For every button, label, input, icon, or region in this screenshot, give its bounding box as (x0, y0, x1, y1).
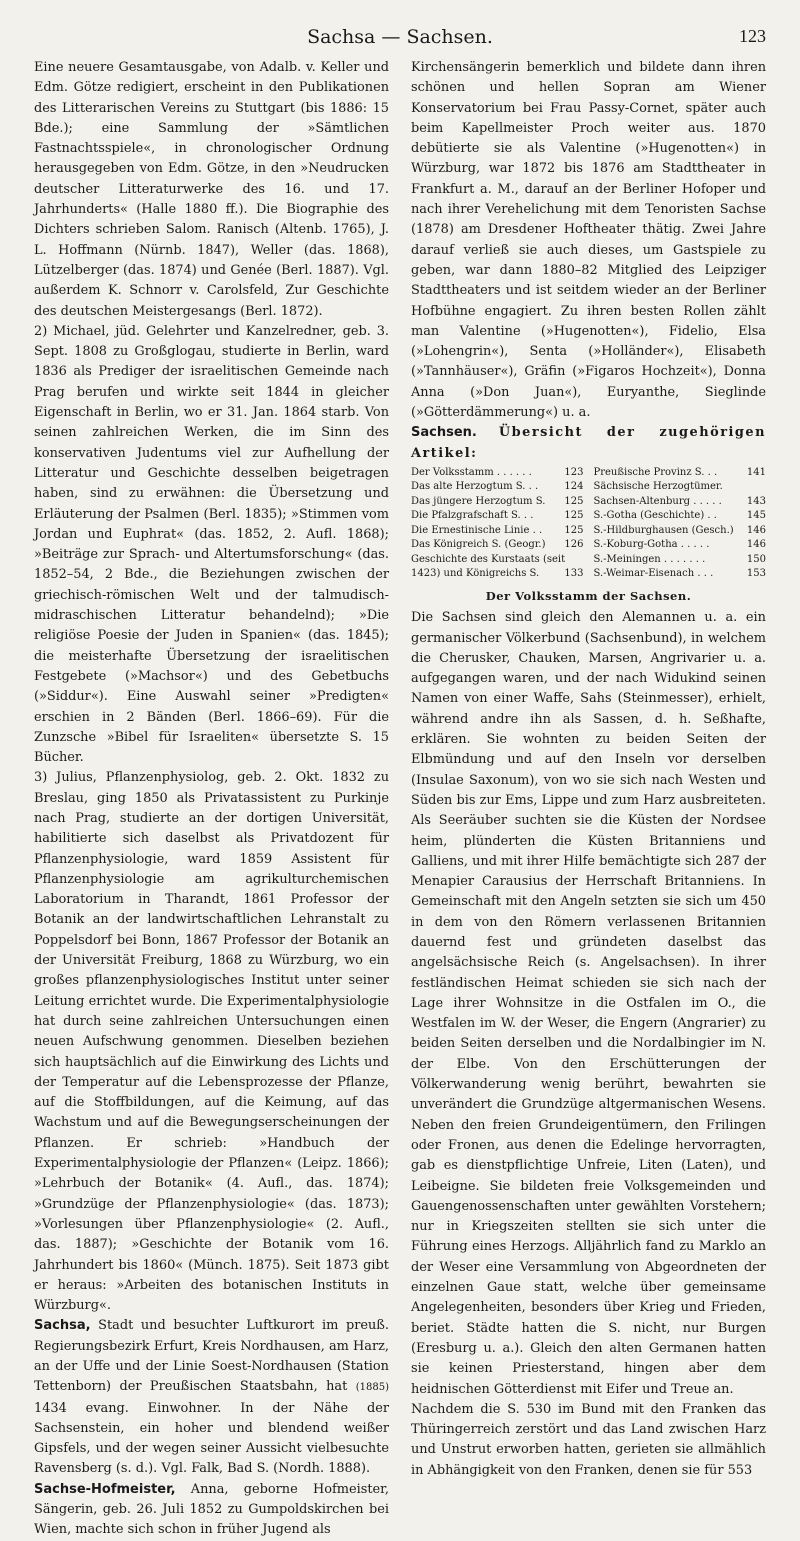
toc-page: 124 (564, 481, 584, 493)
toc-row (594, 466, 767, 481)
running-header (34, 26, 766, 52)
toc-page: 143 (746, 495, 766, 507)
toc-row (594, 553, 767, 568)
toc-title: Sachsen-Altenburg . . . . . (593, 495, 722, 507)
sachsen-overview (411, 423, 766, 464)
related-articles-table (411, 466, 766, 582)
toc-page: 153 (746, 568, 766, 580)
toc-page: 125 (564, 524, 584, 536)
toc-title: S.-Hildburghausen (Gesch.) (593, 524, 734, 536)
toc-row (411, 509, 584, 524)
toc-page: 145 (746, 510, 766, 522)
toc-title: S.-Gotha (Geschichte) . . (593, 510, 717, 522)
toc-page (763, 480, 766, 495)
hofmeister-lemma: Sachse-Hofmeister, (34, 1481, 176, 1497)
sachsa-text-a: Stadt und besuchter Luftkurort im preuß. Regierungsbezirk Erfurt, Kreis Nordhausen, am Harz, an der Uffe und der Linie Soest-Nordhausen (Station Tettenborn) der Preußischen Staatsbahn, hat (34, 1318, 389, 1395)
toc-page: 133 (564, 568, 584, 580)
right-column (411, 58, 767, 1478)
toc-title: Geschichte des Kurstaats (seit (411, 553, 566, 565)
toc-row (594, 480, 767, 495)
toc-title: S.-Koburg-Gotha . . . . . (593, 539, 710, 551)
julius-sachs-entry: 3) Julius, Pflanzenphysiolog, geb. 2. Okt. 1832 zu Breslau, ging 1850 als Privatassistent zu Purkinje nach Prag, studierte an der dortigen Universität, habilitierte sich daselbst als Privatdozent für Pflanzenphysiologie, ward 1859 Assistent für Pflanzenphysiologie am agrikulturchemischen Laboratorium in Tharandt, 1861 Professor der Botanik an der landwirtschaftlichen Lehranstalt zu Poppelsdorf bei Bonn, 1867 Professor der Botanik an der Universität Freiburg, 1868 zu Würzburg, wo ein großes pflanzenphysiologisches Institut unter seiner Leitung errichtet wurde. Die Experimentalphysiologie hat durch seine zahlreichen Untersuchungen einen neuen Aufschwung genommen. Dieselben beziehen sich hauptsächlich auf die Einwirkung des Lichts und der Temperatur auf die Lebensprozesse der Pflanze, auf die Stoffbildungen, auf die Keimung, auf das Wachstum und auf die Bewegungserscheinungen der Pflanzen. Er schrieb: »Handbuch der Experimentalphysiologie der Pflanzen« (Leipz. 1866); »Lehrbuch der Botanik« (4. Aufl., das. 1874); »Grundzüge der Pflanzenphysiologie« (das. 1873); »Vorlesungen über Pflanzenphysiologie« (2. Aufl., das. 1887); »Geschichte der Botanik vom 16. Jahrhundert bis 1860« (Münch. 1875). Seit 1873 gibt er heraus: »Arbeiten des botanischen Instituts in Würzburg«. (34, 770, 389, 1314)
toc-title: 1423) und Königreichs S. (411, 568, 540, 580)
toc-title: Die Ernestinische Linie . . (411, 524, 543, 536)
toc-title: Die Pfalzgrafschaft S. . . (411, 510, 534, 522)
toc-title: S.-Weimar-Eisenach . . . (593, 568, 714, 580)
toc-row (594, 538, 767, 553)
toc-heading: Übersicht der zugehörigen Artikel: (411, 425, 766, 461)
section-title: Der Volksstamm der Sachsen. (485, 588, 692, 603)
toc-page: 141 (746, 466, 766, 478)
toc-row (411, 524, 584, 539)
toc-row (411, 466, 584, 481)
toc-page (581, 553, 584, 568)
sachsa-entry (34, 1316, 389, 1479)
toc-title: Das Königreich S. (Geogr.) (411, 539, 546, 551)
text-columns (34, 58, 767, 1538)
volksstamm-paragraph: Die Sachsen sind gleich den Alemannen u. a. ein germanischer Völkerbund (Sachsenbund), in welchem die Cherusker, Chauken, Marsen, Angrivarier u. a. aufgegangen waren, und der nach Widukind seinen Namen von einer Waffe, Sahs (Steinmesser), erhielt, während andre ihn als Sassen, d. h. Seßhafte, erklären. Sie wohnten zu beiden Seiten der Elbmündung und auf den Inseln vor derselben (Insulae Saxonum), von wo sie sich nach Westen und Süden bis zur Ems, Lippe und zum Harz ausbreiteten. Als Seeräuber suchten sie die Küsten der Nordsee heim, plünderten die Küsten Britanniens und Galliens, und mit ihrer Hilfe bemächtigte sich 287 der Menapier Carausius der Herrschaft Britanniens. In Gemeinschaft mit den Angeln setzten sie sich um 450 in dem von den Römern verlassenen Britannien dauernd fest und gründeten daselbst das angelsächsische Reich (s. Angelsachsen). In ihrer festländischen Heimat schieden sie sich nach der Lage ihrer Wohnsitze in die Ostfalen im O., die Westfalen im W. der Weser, die Engern (Angrarier) zu beiden Seiten derselben und die Nordalbingier im N. der Elbe. Von den Erschütterungen der Völkerwanderung wenig berührt, bewahrten sie unverändert die Grundzüge altgermanischen Wesens. Neben den freien Grundeigentümern, den Frilingen oder Fronen, aus denen die Edelinge hervorragten, gab es dienstpflichtige Unfreie, Liten (Laten), und Leibeigne. Sie bildeten freie Volksgemeinden und Gauengenossenschaften unter gewählten Vorstehern; nur in Kriegszeiten stellten sie sich unter die Führung eines Herzogs. Alljährlich fand zu Marklo an der Weser eine Versammlung von Abgeordneten der einzelnen Gaue statt, welche über gemeinsame Angelegenheiten, besonders über Krieg und Frieden, beriet. Städte hatten die S. nicht, nur Burgen (Eresburg u. a.). Gleich den alten Germanen hatten sie keinen Priesterstand, hingen aber dem heidnischen Götterdienst mit Eifer und Treue an. (411, 610, 767, 1397)
header-title: Sachsa — Sachsen. (307, 26, 493, 48)
toc-title: S.-Meiningen . . . . . . . (593, 553, 706, 565)
hofmeister-continued: Kirchensängerin bemerklich und bildete dann ihren schönen und hellen Sopran am Wiener Konservatorium bei Frau Passy-Cornet, später auch beim Kapellmeister Proch weiter aus. 1870 debütierte sie als Valentine (»Hugenotten«) in Würzburg, war 1872 bis 1876 am Stadttheater in Frankfurt a. M., darauf an der Berliner Hofoper und nach ihrer Verehelichung mit dem Tenoristen Sachse (1878) am Dresdener Hoftheater thätig. Zwei Jahre darauf verließ sie auch dieses, um Gastspiele zu geben, war dann 1880–82 Mitglied des Leipziger Stadttheaters und ist seitdem wieder an der Berliner Hofbühne engagiert. Zu ihren besten Rollen zählt man Valentine (»Hugenotten«), Fidelio, Elsa (»Lohengrin«), Senta (»Holländer«), Elisabeth (»Tannhäuser«), Gräfin (»Figaros Hochzeit«), Donna Anna (»Don Juan«), Euryanthe, Sieglinde (»Götterdämmerung«) u. a. (411, 60, 766, 421)
toc-row (411, 567, 584, 582)
toc-row (594, 524, 767, 539)
toc-page: 125 (564, 510, 584, 522)
toc-row (594, 509, 767, 524)
hofmeister-entry (34, 1480, 389, 1541)
toc-page: 126 (564, 539, 584, 551)
left-column (34, 58, 389, 1538)
toc-row (411, 480, 584, 495)
toc-page: 123 (564, 466, 584, 478)
volksstamm-paragraph-2: Nachdem die S. 530 im Bund mit den Franken das Thüringerreich zerstört und das Land zwischen Harz und Unstrut erworben hatten, gerieten sie allmählich in Abhängigkeit von den Franken, denen sie für 553 (411, 1401, 766, 1478)
sachsa-census-year: (1885) (355, 1382, 389, 1394)
toc-row (411, 495, 584, 510)
sachsen-lemma: Sachsen. (411, 425, 477, 441)
toc-row (594, 495, 767, 510)
toc-page: 125 (564, 495, 584, 507)
sachsa-lemma: Sachsa, (34, 1318, 91, 1334)
toc-row (594, 567, 767, 582)
hofmeister-text: Anna, geborne Hofmeister, Sängerin, geb. 26. Juli 1852 zu Gumpoldskirchen bei Wien, machte sich schon in früher Jugend als (34, 1481, 389, 1538)
toc-page: 146 (746, 524, 766, 536)
michael-sachs-entry: 2) Michael, jüd. Gelehrter und Kanzelredner, geb. 3. Sept. 1808 zu Großglogau, studierte in Berlin, ward 1836 als Prediger der israelitischen Gemeinde nach Prag berufen und wirkte seit 1844 in gleicher Eigenschaft in Berlin, wo er 31. Jan. 1864 starb. Von seinen zahlreichen Werken, die im Sinn des konservativen Judentums viel zur Aufhellung der Litteratur und Geschichte desselben beigetragen haben, sind zu erwähnen: die Übersetzung und Erläuterung der Psalmen (Berl. 1835); »Stimmen vom Jordan und Euphrat« (das. 1852, 2. Aufl. 1868); »Beiträge zur Sprach- und Altertumsforschung« (das. 1852–54, 2 Bde., die Beziehungen zwischen der griechisch-römischen Welt und der talmudisch-midraschischen Litteratur behandelnd); »Die religiöse Poesie der Juden in Spanien« (das. 1845); die meisterhafte Übersetzung der israelitischen Festgebete (»Machsor«) und des Gebetbuchs (»Siddur«). Eine Auswahl seiner »Predigten« erschien in 2 Bänden (Berl. 1866–69). Für die Zunzsche »Bibel für Israeliten« übersetzte S. 15 Bücher. (34, 323, 389, 766)
toc-title: Das jüngere Herzogtum S. (411, 495, 546, 507)
page-number: 123 (739, 26, 766, 46)
toc-row (411, 538, 584, 553)
toc-title: Sächsische Herzogtümer. (593, 481, 723, 493)
toc-row (411, 553, 584, 568)
toc-page: 146 (746, 539, 766, 551)
toc-title: Der Volksstamm . . . . . . (411, 466, 532, 478)
toc-title: Preußische Provinz S. . . (593, 466, 718, 478)
sachs-works-paragraph: Eine neuere Gesamtausgabe, von Adalb. v. Keller und Edm. Götze redigiert, erscheint in den Publikationen des Litterarischen Vereins zu Stuttgart (bis 1886: 15 Bde.); eine Sammlung der »Sämtlichen Fastnachtsspiele«, in chronologischer Ordnung herausgegeben von Edm. Götze, in den »Neudrucken deutscher Litteraturwerke des 16. und 17. Jahrhunderts« (Halle 1880 ff.). Die Biographie des Dichters schrieben Salom. Ranisch (Altenb. 1765), J. L. Hoffmann (Nürnb. 1847), Weller (das. 1868), Lützelberger (das. 1874) und Genée (Berl. 1887). Vgl. außerdem K. Schnorr v. Carolsfeld, Zur Geschichte des deutschen Meistergesangs (Berl. 1872). (34, 60, 389, 319)
sachsa-text-b: 1434 evang. Einwohner. In der Nähe der Sachsenstein, ein hoher und blendend weißer Gipsfels, und der wegen seiner Aussicht vielbesuchte Ravensberg (s. d.). Vgl. Falk, Bad S. (Nordh. 1888). (34, 1400, 389, 1477)
toc-title: Das alte Herzogtum S. . . (411, 481, 539, 493)
toc-page: 150 (746, 553, 766, 565)
